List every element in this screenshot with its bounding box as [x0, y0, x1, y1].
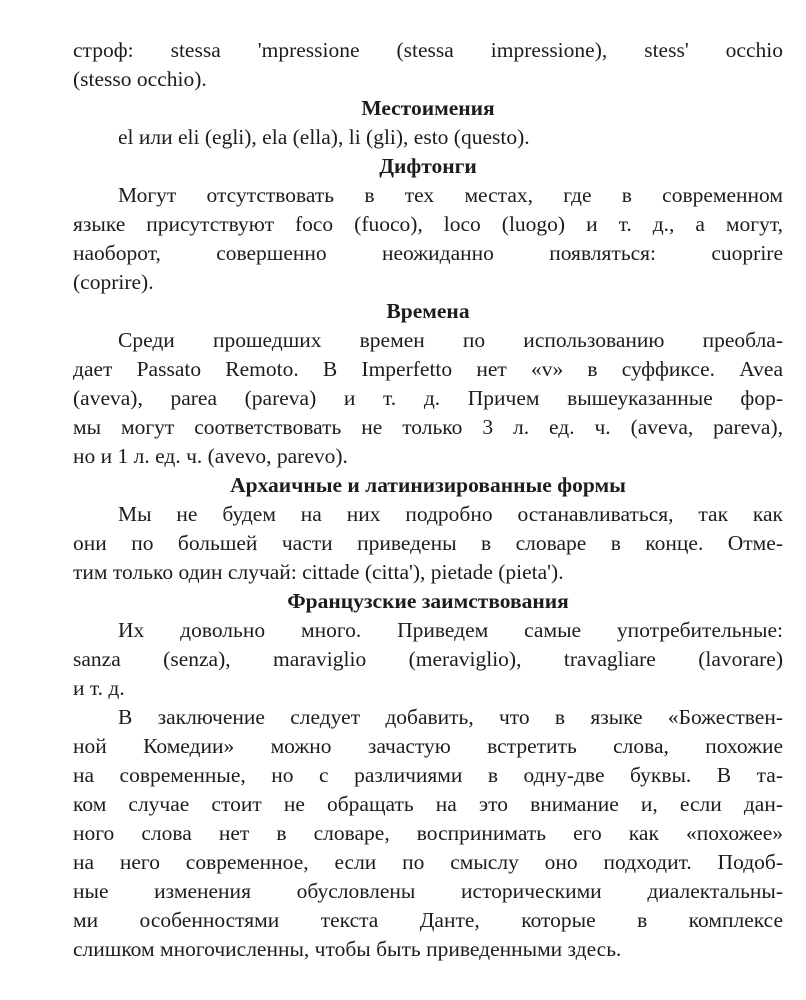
- section-heading: Французские заимствования: [287, 589, 569, 613]
- text-line: ной Комедии» можно зачастую встретить слова, похожие: [73, 734, 783, 758]
- text-line: В заключение следует добавить, что в языке «Божествен-: [118, 705, 783, 729]
- paragraph: [73, 123, 783, 152]
- text-line: и т. д.: [73, 676, 125, 700]
- paragraph: [73, 326, 783, 471]
- text-line: мы могут соответствовать не только 3 л. ед. ч. (aveva, pareva),: [73, 415, 783, 439]
- document-page: [73, 36, 783, 964]
- section-heading: Местоимения: [361, 96, 495, 120]
- section-heading: Дифтонги: [379, 154, 477, 178]
- text-line: Мы не будем на них подробно останавливаться, так как: [118, 502, 783, 526]
- text-line: (coprire).: [73, 270, 154, 294]
- section-heading: Архаичные и латинизированные формы: [230, 473, 626, 497]
- text-line: ные изменения обусловлены историческими диалектальны-: [73, 879, 783, 903]
- paragraph: [73, 616, 783, 703]
- text-line: (stesso occhio).: [73, 67, 207, 91]
- text-line: они по большей части приведены в словаре в конце. Отме-: [73, 531, 783, 555]
- text-line: Среди прошедших времен по использованию преобла-: [118, 328, 783, 352]
- text-line: наоборот, совершенно неожиданно появляться: cuoprire: [73, 241, 783, 265]
- paragraph: [73, 703, 783, 964]
- text-line: тим только один случай: cittade (citta'), pietade (pieta').: [73, 560, 564, 584]
- text-line: дает Passato Remoto. В Imperfetto нет «v» в суффиксе. Avea: [73, 357, 783, 381]
- text-line: языке присутствуют foco (fuoco), loco (luogo) и т. д., а могут,: [73, 212, 783, 236]
- section-heading: Времена: [386, 299, 470, 323]
- text-line: на него современное, если по смыслу оно подходит. Подоб-: [73, 850, 783, 874]
- paragraph: [73, 181, 783, 297]
- text-line: на современные, но с различиями в одну-две буквы. В та-: [73, 763, 783, 787]
- text-line: но и 1 л. ед. ч. (avevo, parevo).: [73, 444, 348, 468]
- text-line: sanza (senza), maraviglio (meraviglio), travagliare (lavorare): [73, 647, 783, 671]
- text-line: Их довольно много. Приведем самые употребительные:: [118, 618, 783, 642]
- paragraph: [73, 36, 783, 94]
- text-line: слишком многочисленны, чтобы быть приведенными здесь.: [73, 937, 622, 961]
- text-line: ми особенностями текста Данте, которые в комплексе: [73, 908, 783, 932]
- text-line: Могут отсутствовать в тех местах, где в современном: [118, 183, 783, 207]
- text-line: (aveva), parea (pareva) и т. д. Причем вышеуказанные фор-: [73, 386, 783, 410]
- text-line: el или eli (egli), ela (ella), li (gli), esto (questo).: [118, 125, 530, 149]
- text-line: строф: stessa 'mpressione (stessa impressione), stess' occhio: [73, 38, 783, 62]
- text-line: ного слова нет в словаре, воспринимать его как «похожее»: [73, 821, 783, 845]
- paragraph: [73, 500, 783, 587]
- text-line: ком случае стоит не обращать на это внимание и, если дан-: [73, 792, 783, 816]
